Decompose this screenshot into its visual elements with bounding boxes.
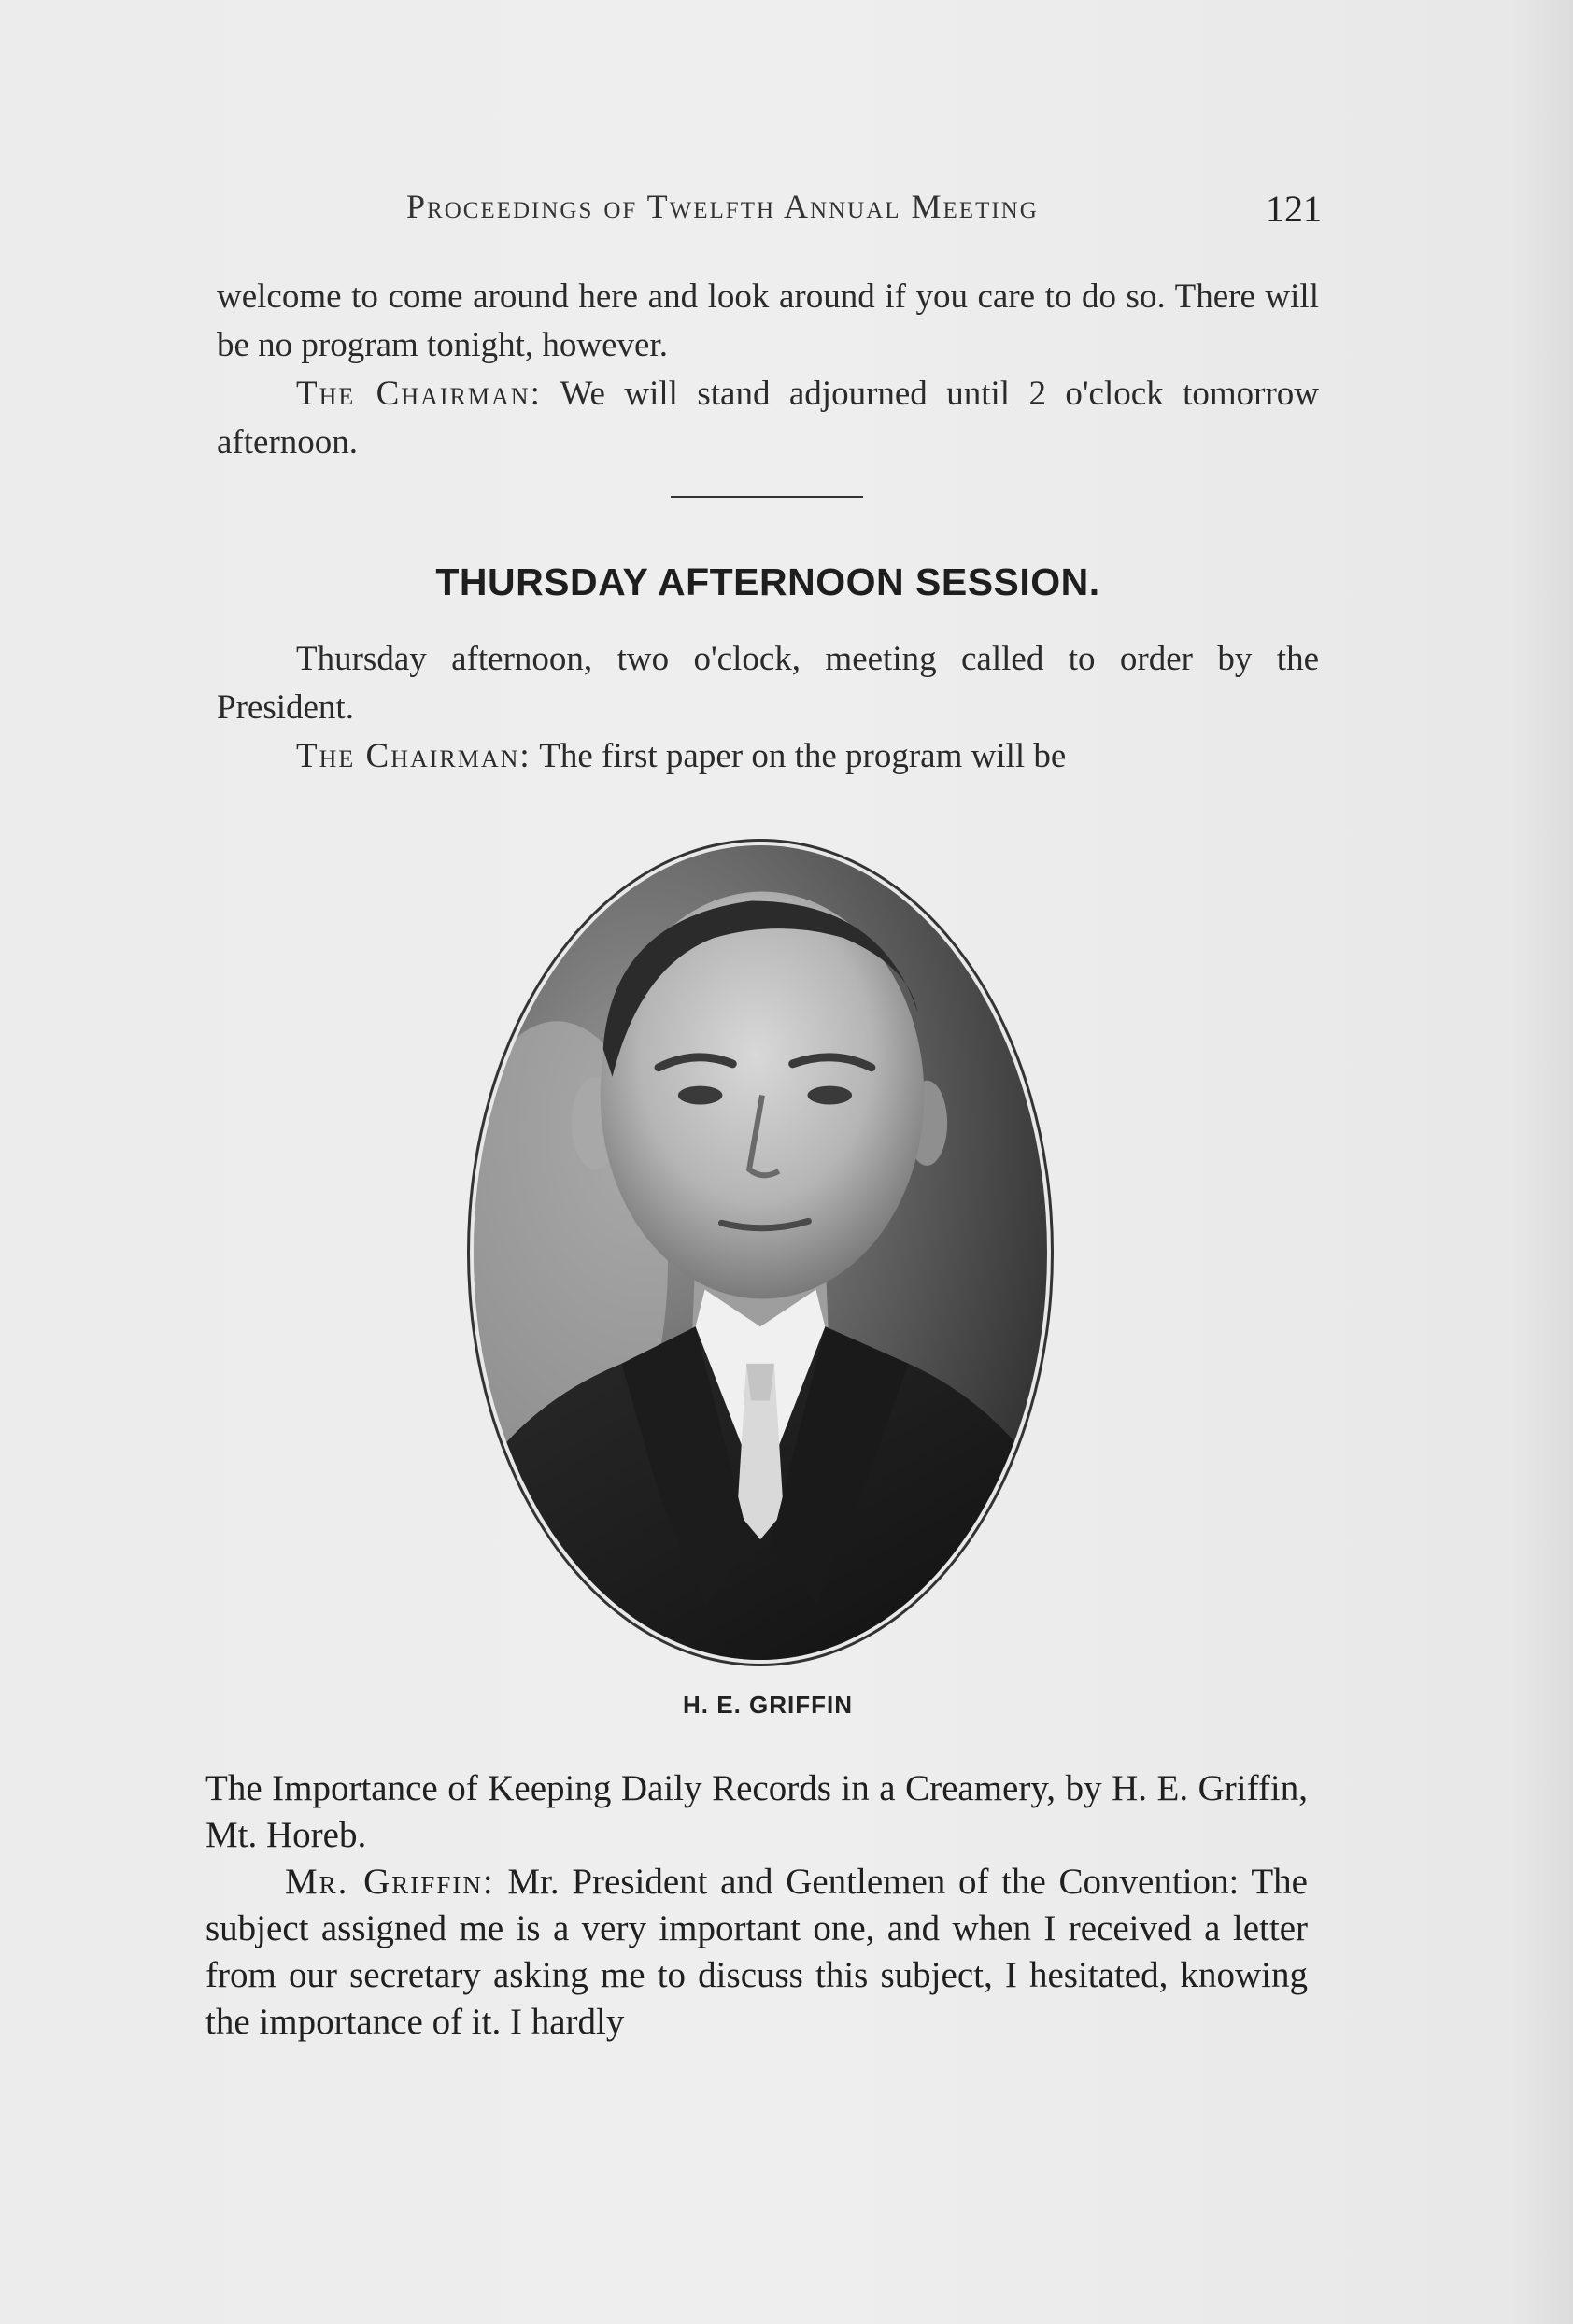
paragraph-griffin-speech [205,1859,1308,2046]
portrait-caption: H. E. GRIFFIN [683,1691,853,1719]
running-head: Proceedings of Twelfth Annual Meeting [406,188,1039,225]
section-divider [671,496,863,498]
speaker-chairman: The Chairman: [296,375,542,413]
bottom-text [205,1765,1308,2046]
top-text [217,273,1319,467]
paragraph-welcome: welcome to come around here and look around if you care to do so. There will be no program tonight, however. [217,277,1319,364]
chairman-statement: We will stand adjourned until 2 o'clock tomorrow afternoon. [217,375,1319,461]
page-number: 121 [1266,188,1322,230]
portrait-photo [474,845,1047,1660]
speaker-chairman: The Chairman: [296,737,531,775]
paragraph-adjourn [217,370,1319,467]
chairman-statement: The first paper on the program will be [531,737,1067,775]
portrait-frame [467,839,1054,1666]
paragraph-first-paper [217,732,1319,781]
session-text [217,635,1319,781]
speaker-griffin: Mr. Griffin: [285,1862,495,1902]
session-heading: THURSDAY AFTERNOON SESSION. [435,560,1100,603]
paragraph-called-to-order: Thursday afternoon, two o'clock, meeting called to order by the President. [217,640,1319,727]
paper-title: The Importance of Keeping Daily Records in a Creamery, by H. E. Griffin, Mt. Horeb. [205,1768,1308,1855]
griffin-statement: Mr. President and Gentlemen of the Convention: The subject assigned me is a very important one, and when I received a letter from our secretary asking me to discuss this subject, I hesitated, knowing the importance of it. I hardly [205,1862,1308,2042]
portrait-illustration [474,845,1047,1660]
